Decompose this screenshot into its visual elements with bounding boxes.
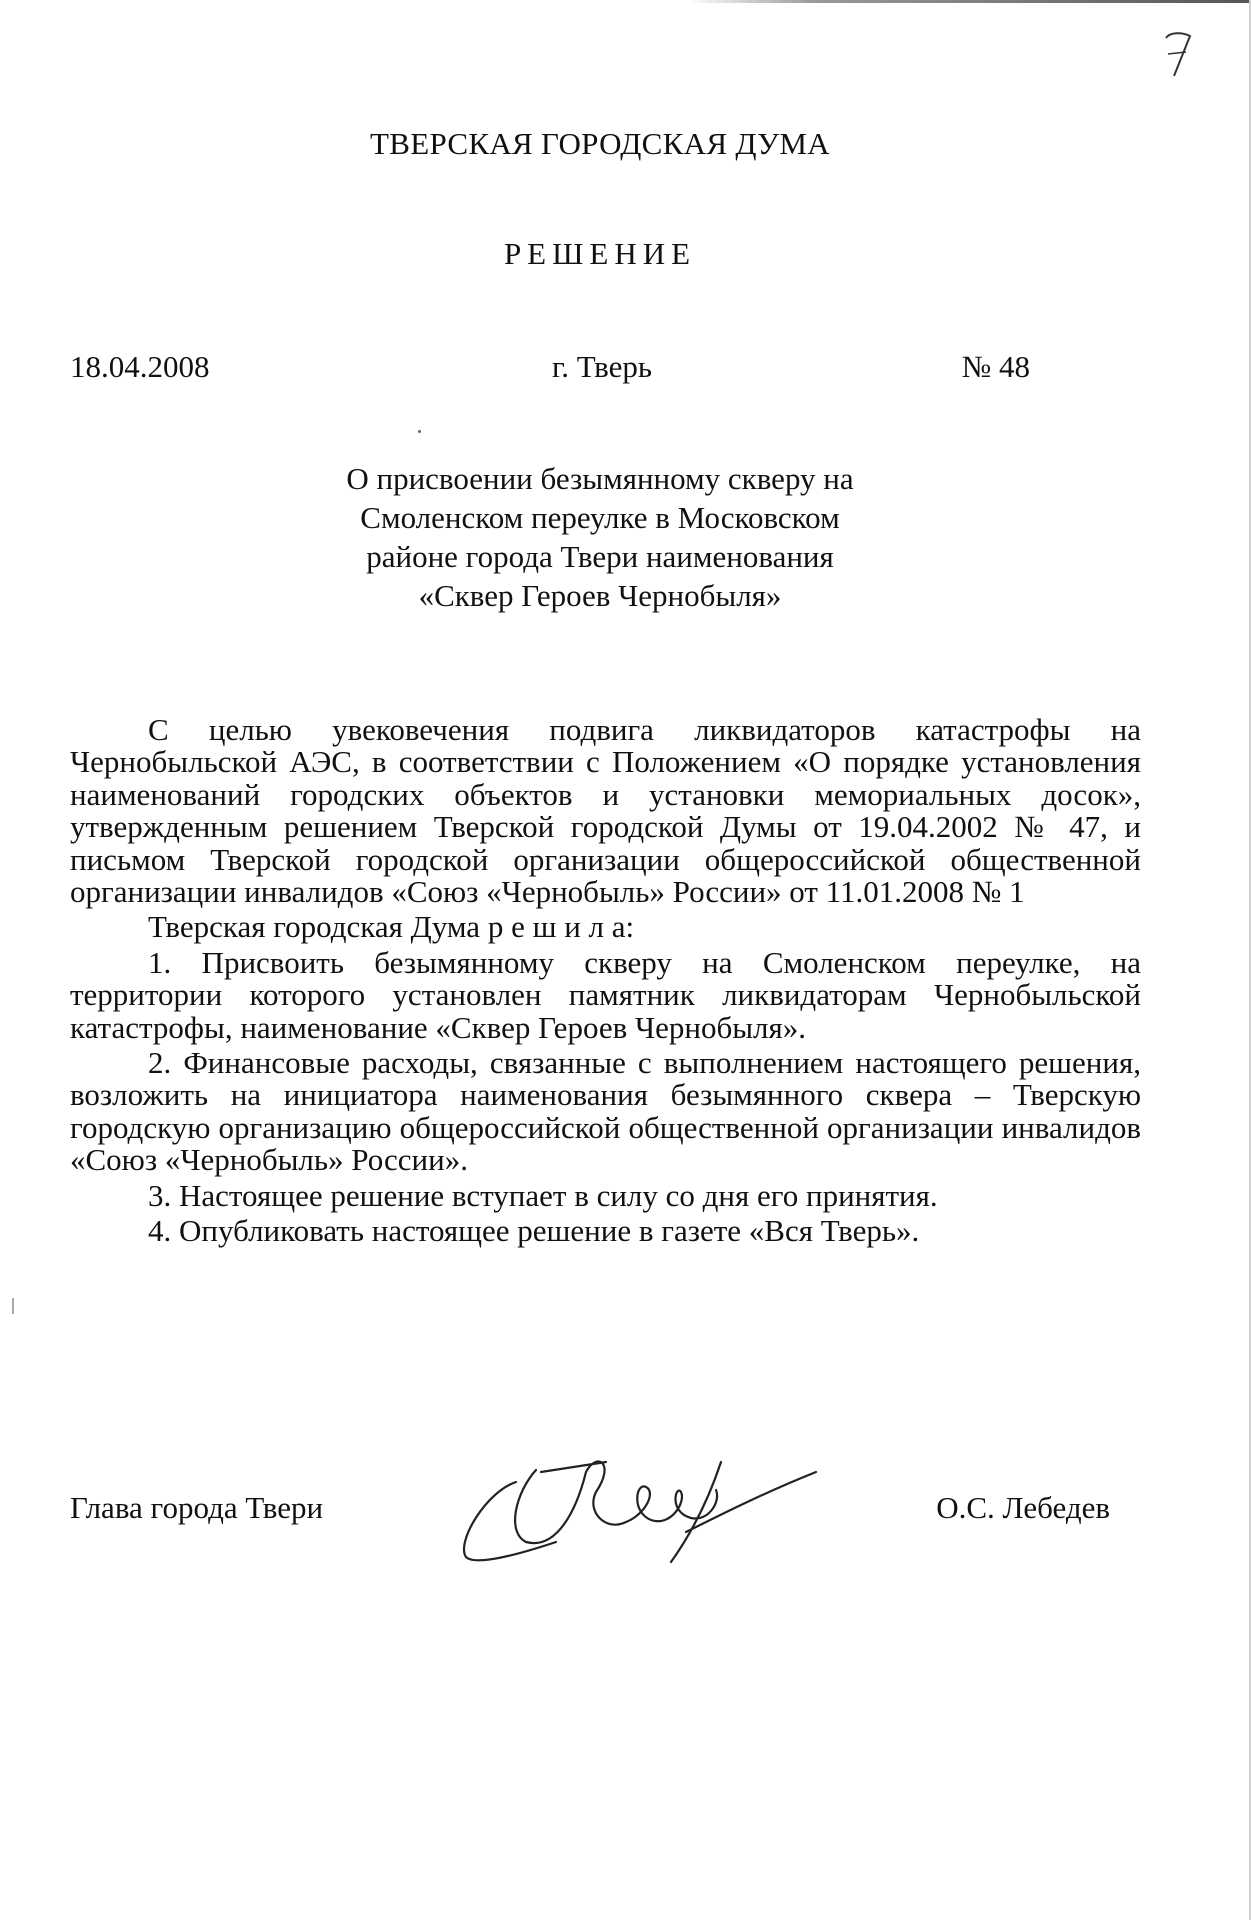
document-city: г. Тверь (552, 349, 652, 384)
document-meta (70, 349, 1030, 389)
handwritten-page-number (1160, 24, 1200, 84)
decision-intro: Тверская городская Дума р е ш и л а: (148, 909, 635, 945)
signatory-position: Глава города Твери (70, 1490, 324, 1525)
signature-block (70, 1490, 1110, 1530)
decision-item: 2. Финансовые расходы, связанные с выполнением настоящего решения, возложить на инициатора наименования безымянного сквера – Тверскую городскую организацию общероссийской общественной организации инвалидов «Союз «Чернобыль» России». (70, 1045, 1141, 1178)
subject-line: районе города Твери наименования (366, 539, 834, 574)
organization-title: ТВЕРСКАЯ ГОРОДСКАЯ ДУМА (370, 126, 830, 161)
document-type: РЕШЕНИЕ (503, 236, 697, 271)
decision-item: 1. Присвоить безымянному скверу на Смоленском переулке, на территории которого установлен памятник ликвидаторам Чернобыльской катастрофы, наименование «Сквер Героев Чернобыля». (70, 944, 1141, 1045)
signatory-name: О.С. Лебедев (936, 1490, 1110, 1525)
document-body (70, 714, 1141, 1248)
document-date: 18.04.2008 (70, 349, 210, 384)
decision-item: 3. Настоящее решение вступает в силу со дня его принятия. (148, 1177, 938, 1213)
document-subject (300, 459, 900, 615)
subject-line: О присвоении безымянному скверу на (346, 461, 854, 496)
decision-item: 4. Опубликовать настоящее решение в газете «Вся Тверь». (148, 1213, 920, 1249)
scan-artifact (12, 1298, 14, 1314)
preamble-paragraph: С целью увековечения подвига ликвидаторов катастрофы на Чернобыльской АЭС, в соответствии с Положением «О порядке установления наименований городских объектов и установки мемориальных досок», утвержденным решением Тверской городской Думы от 19.04.2002 № 47, и письмом Тверской городской организации общероссийской общественной организации инвалидов «Союз «Чернобыль» России» от 11.01.2008 № 1 (70, 712, 1141, 910)
document-number: № 48 (961, 349, 1030, 384)
scan-edge-top (0, 0, 1251, 3)
subject-line: Смоленском переулке в Московском (360, 500, 840, 535)
subject-line: «Сквер Героев Чернобыля» (418, 578, 782, 613)
scan-artifact (418, 430, 421, 433)
